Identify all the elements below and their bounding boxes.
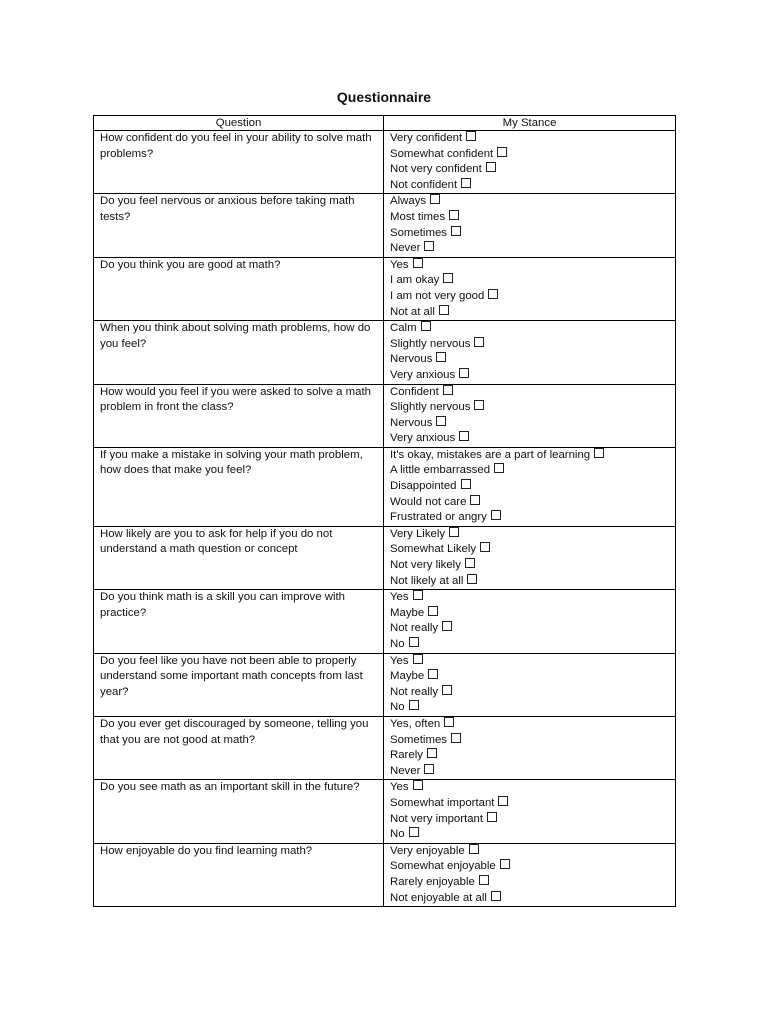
answer-option bbox=[390, 637, 669, 653]
stance-cell bbox=[384, 131, 676, 194]
page-title: Questionnaire bbox=[336, 89, 432, 105]
answer-option-label: No bbox=[390, 828, 405, 841]
table-row bbox=[94, 131, 676, 194]
answer-option bbox=[390, 812, 669, 828]
answer-option-label: Yes bbox=[390, 781, 409, 794]
checkbox-icon[interactable] bbox=[461, 178, 471, 188]
question-text: If you make a mistake in solving your math problem, how does that make you feel? bbox=[100, 448, 363, 477]
questionnaire-table bbox=[93, 115, 676, 907]
answer-option-label: Not really bbox=[390, 622, 439, 635]
question-cell bbox=[94, 653, 384, 716]
answer-option-label: No bbox=[390, 701, 405, 714]
checkbox-icon[interactable] bbox=[443, 273, 453, 283]
answer-option bbox=[390, 385, 669, 401]
answer-option-label: Maybe bbox=[390, 606, 425, 619]
checkbox-icon[interactable] bbox=[459, 431, 469, 441]
table-row bbox=[94, 716, 676, 779]
answer-option-label: Nervous bbox=[390, 416, 433, 429]
answer-option-label: No bbox=[390, 638, 405, 650]
answer-option bbox=[390, 590, 669, 606]
question-cell bbox=[94, 843, 384, 906]
answer-option bbox=[390, 827, 669, 843]
answer-option-label: Never bbox=[390, 242, 421, 255]
checkbox-icon[interactable] bbox=[413, 780, 423, 790]
checkbox-icon[interactable] bbox=[413, 258, 423, 268]
answer-option-label: Maybe bbox=[390, 670, 425, 683]
question-cell bbox=[94, 780, 384, 843]
answer-option bbox=[390, 717, 669, 733]
stance-cell bbox=[384, 321, 676, 384]
answer-option-label: Very anxious bbox=[390, 432, 456, 445]
answer-options-list bbox=[390, 844, 669, 906]
answer-option-label: A little embarrassed bbox=[390, 464, 491, 477]
answer-option-label: Very confident bbox=[390, 132, 463, 144]
answer-option-label: Yes bbox=[390, 591, 409, 604]
answer-option bbox=[390, 621, 669, 637]
checkbox-icon[interactable] bbox=[436, 416, 446, 426]
answer-option-label: Nervous bbox=[390, 353, 433, 366]
question-cell bbox=[94, 131, 384, 194]
answer-option bbox=[390, 431, 669, 447]
answer-option bbox=[390, 368, 669, 384]
question-text: How would you feel if you were asked to solve a math problem in front the class? bbox=[100, 385, 371, 414]
stance-cell bbox=[384, 780, 676, 843]
answer-option-label: Rarely enjoyable bbox=[390, 875, 475, 888]
checkbox-icon[interactable] bbox=[497, 147, 507, 157]
answer-option-label: Slightly nervous bbox=[390, 401, 471, 414]
answer-option-label: Confident bbox=[390, 385, 439, 398]
checkbox-icon[interactable] bbox=[421, 321, 431, 331]
question-text: How enjoyable do you find learning math? bbox=[100, 844, 313, 857]
answer-option bbox=[390, 352, 669, 368]
answer-option bbox=[390, 258, 669, 274]
answer-option bbox=[390, 321, 669, 337]
table-row bbox=[94, 194, 676, 257]
answer-options-list bbox=[390, 131, 669, 193]
checkbox-icon[interactable] bbox=[451, 733, 461, 743]
answer-option-label: Sometimes bbox=[390, 226, 447, 239]
answer-option-label: I am not very good bbox=[390, 289, 485, 302]
answer-option bbox=[390, 289, 669, 305]
answer-option-label: Very Likely bbox=[390, 527, 446, 540]
answer-option-label: Rarely bbox=[390, 749, 423, 762]
question-text: Do you see math as an important skill in the future? bbox=[100, 781, 360, 794]
question-cell bbox=[94, 590, 384, 653]
answer-option-label: Not at all bbox=[390, 305, 435, 318]
checkbox-icon[interactable] bbox=[413, 654, 423, 664]
table-row bbox=[94, 653, 676, 716]
table-header-row bbox=[94, 116, 676, 131]
answer-option-label: Yes bbox=[390, 654, 409, 667]
answer-option-label: Sometimes bbox=[390, 733, 447, 746]
question-cell bbox=[94, 321, 384, 384]
answer-option bbox=[390, 194, 669, 210]
question-text: Do you feel nervous or anxious before taking math tests? bbox=[100, 195, 355, 223]
question-cell bbox=[94, 447, 384, 526]
checkbox-icon[interactable] bbox=[470, 495, 480, 505]
answer-option bbox=[390, 764, 669, 780]
checkbox-icon[interactable] bbox=[442, 685, 452, 695]
answer-option-label: Frustrated or angry bbox=[390, 511, 487, 524]
question-text: How likely are you to ask for help if you do not understand a math question or concept bbox=[100, 527, 333, 556]
question-text: When you think about solving math problems, how do you feel? bbox=[100, 322, 371, 350]
answer-option bbox=[390, 844, 669, 860]
table-row bbox=[94, 590, 676, 653]
answer-option-label: Very enjoyable bbox=[390, 844, 465, 857]
answer-option bbox=[390, 416, 669, 432]
answer-options-list bbox=[390, 527, 669, 589]
checkbox-icon[interactable] bbox=[466, 131, 476, 141]
question-text: Do you think math is a skill you can improve with practice? bbox=[100, 591, 345, 619]
checkbox-icon[interactable] bbox=[498, 796, 508, 806]
answer-option bbox=[390, 273, 669, 289]
answer-option-label: It's okay, mistakes are a part of learning bbox=[390, 448, 591, 461]
checkbox-icon[interactable] bbox=[409, 700, 419, 710]
answer-option bbox=[390, 226, 669, 242]
answer-option bbox=[390, 574, 669, 590]
answer-option bbox=[390, 669, 669, 685]
stance-cell bbox=[384, 716, 676, 779]
answer-option-label: Never bbox=[390, 764, 421, 777]
checkbox-icon[interactable] bbox=[443, 385, 453, 395]
checkbox-icon[interactable] bbox=[465, 558, 475, 568]
answer-options-list bbox=[390, 321, 669, 383]
answer-option bbox=[390, 131, 669, 147]
stance-cell bbox=[384, 257, 676, 320]
answer-option bbox=[390, 796, 669, 812]
answer-option-label: Not confident bbox=[390, 178, 458, 191]
answer-option bbox=[390, 400, 669, 416]
answer-option-label: Somewhat confident bbox=[390, 147, 494, 160]
answer-options-list bbox=[390, 780, 669, 842]
answer-option-label: Always bbox=[390, 195, 427, 208]
checkbox-icon[interactable] bbox=[428, 669, 438, 679]
answer-option bbox=[390, 733, 669, 749]
checkbox-icon[interactable] bbox=[487, 812, 497, 822]
answer-option-label: Not very likely bbox=[390, 559, 461, 572]
answer-option-label: I am okay bbox=[390, 274, 440, 287]
table-row bbox=[94, 780, 676, 843]
answer-option bbox=[390, 527, 669, 543]
checkbox-icon[interactable] bbox=[424, 241, 434, 251]
checkbox-icon[interactable] bbox=[491, 891, 501, 901]
checkbox-icon[interactable] bbox=[459, 368, 469, 378]
answer-option-label: Not very important bbox=[390, 812, 484, 825]
question-cell bbox=[94, 194, 384, 257]
answer-option-label: Disappointed bbox=[390, 480, 457, 493]
column-header-stance: My Stance bbox=[384, 116, 676, 131]
column-header-question: Question bbox=[94, 116, 384, 131]
answer-option bbox=[390, 748, 669, 764]
answer-option bbox=[390, 780, 669, 796]
table-row bbox=[94, 447, 676, 526]
checkbox-icon[interactable] bbox=[451, 226, 461, 236]
answer-option bbox=[390, 859, 669, 875]
answer-option-label: Somewhat enjoyable bbox=[390, 860, 496, 873]
question-text: Do you think you are good at math? bbox=[100, 258, 281, 271]
answer-option bbox=[390, 162, 669, 178]
answer-option bbox=[390, 654, 669, 670]
answer-option bbox=[390, 510, 669, 526]
answer-option-label: Calm bbox=[390, 322, 417, 335]
checkbox-icon[interactable] bbox=[474, 337, 484, 347]
question-cell bbox=[94, 257, 384, 320]
stance-cell bbox=[384, 653, 676, 716]
checkbox-icon[interactable] bbox=[430, 194, 440, 204]
stance-cell bbox=[384, 843, 676, 906]
checkbox-icon[interactable] bbox=[439, 305, 449, 315]
checkbox-icon[interactable] bbox=[409, 637, 419, 647]
question-text: How confident do you feel in your ability to solve math problems? bbox=[100, 132, 372, 160]
answer-option bbox=[390, 495, 669, 511]
answer-options-list bbox=[390, 590, 669, 652]
answer-option bbox=[390, 606, 669, 622]
stance-cell bbox=[384, 590, 676, 653]
checkbox-icon[interactable] bbox=[413, 590, 423, 600]
checkbox-icon[interactable] bbox=[594, 448, 604, 458]
checkbox-icon[interactable] bbox=[436, 352, 446, 362]
checkbox-icon[interactable] bbox=[409, 827, 419, 837]
answer-options-list bbox=[390, 194, 669, 256]
answer-option bbox=[390, 700, 669, 716]
question-text: Do you feel like you have not been able to properly understand some important math concepts from last year? bbox=[100, 654, 363, 698]
answer-option bbox=[390, 448, 669, 464]
table-body bbox=[94, 131, 676, 907]
answer-option bbox=[390, 337, 669, 353]
stance-cell bbox=[384, 526, 676, 589]
stance-cell bbox=[384, 447, 676, 526]
answer-option-label: Not enjoyable at all bbox=[390, 891, 487, 904]
table-row bbox=[94, 321, 676, 384]
question-cell bbox=[94, 716, 384, 779]
answer-option bbox=[390, 558, 669, 574]
checkbox-icon[interactable] bbox=[449, 527, 459, 537]
answer-options-list bbox=[390, 717, 669, 779]
answer-option bbox=[390, 210, 669, 226]
checkbox-icon[interactable] bbox=[491, 510, 501, 520]
checkbox-icon[interactable] bbox=[467, 574, 477, 584]
answer-option bbox=[390, 463, 669, 479]
answer-option-label: Somewhat important bbox=[390, 796, 495, 809]
answer-option bbox=[390, 875, 669, 891]
answer-option-label: Not really bbox=[390, 685, 439, 698]
answer-options-list bbox=[390, 448, 669, 526]
answer-option bbox=[390, 542, 669, 558]
stance-cell bbox=[384, 194, 676, 257]
answer-option bbox=[390, 147, 669, 163]
checkbox-icon[interactable] bbox=[428, 606, 438, 616]
checkbox-icon[interactable] bbox=[474, 400, 484, 410]
answer-option-label: Yes, often bbox=[390, 717, 441, 730]
checkbox-icon[interactable] bbox=[469, 844, 479, 854]
answer-option bbox=[390, 178, 669, 194]
question-cell bbox=[94, 384, 384, 447]
table-row bbox=[94, 384, 676, 447]
answer-options-list bbox=[390, 258, 669, 320]
answer-option bbox=[390, 685, 669, 701]
answer-option-label: Slightly nervous bbox=[390, 337, 471, 350]
checkbox-icon[interactable] bbox=[494, 463, 504, 473]
checkbox-icon[interactable] bbox=[486, 162, 496, 172]
table-row bbox=[94, 526, 676, 589]
answer-option-label: Yes bbox=[390, 258, 409, 271]
stance-cell bbox=[384, 384, 676, 447]
answer-option bbox=[390, 891, 669, 907]
checkbox-icon[interactable] bbox=[461, 479, 471, 489]
checkbox-icon[interactable] bbox=[488, 289, 498, 299]
checkbox-icon[interactable] bbox=[479, 875, 489, 885]
checkbox-icon[interactable] bbox=[480, 542, 490, 552]
answer-option-label: Would not care bbox=[390, 495, 467, 508]
checkbox-icon[interactable] bbox=[427, 748, 437, 758]
checkbox-icon[interactable] bbox=[500, 859, 510, 869]
table-row bbox=[94, 257, 676, 320]
answer-option-label: Very anxious bbox=[390, 368, 456, 381]
answer-option-label: Not very confident bbox=[390, 163, 482, 176]
checkbox-icon[interactable] bbox=[424, 764, 434, 774]
answer-option-label: Not likely at all bbox=[390, 574, 464, 587]
checkbox-icon[interactable] bbox=[449, 210, 459, 220]
question-text: Do you ever get discouraged by someone, telling you that you are not good at math? bbox=[100, 717, 369, 746]
table-row bbox=[94, 843, 676, 906]
answer-options-list bbox=[390, 385, 669, 447]
answer-option-label: Most times bbox=[390, 210, 446, 223]
answer-option bbox=[390, 479, 669, 495]
answer-option bbox=[390, 241, 669, 257]
checkbox-icon[interactable] bbox=[444, 717, 454, 727]
answer-options-list bbox=[390, 654, 669, 716]
question-cell bbox=[94, 526, 384, 589]
checkbox-icon[interactable] bbox=[442, 621, 452, 631]
answer-option bbox=[390, 305, 669, 321]
answer-option-label: Somewhat Likely bbox=[390, 543, 477, 556]
